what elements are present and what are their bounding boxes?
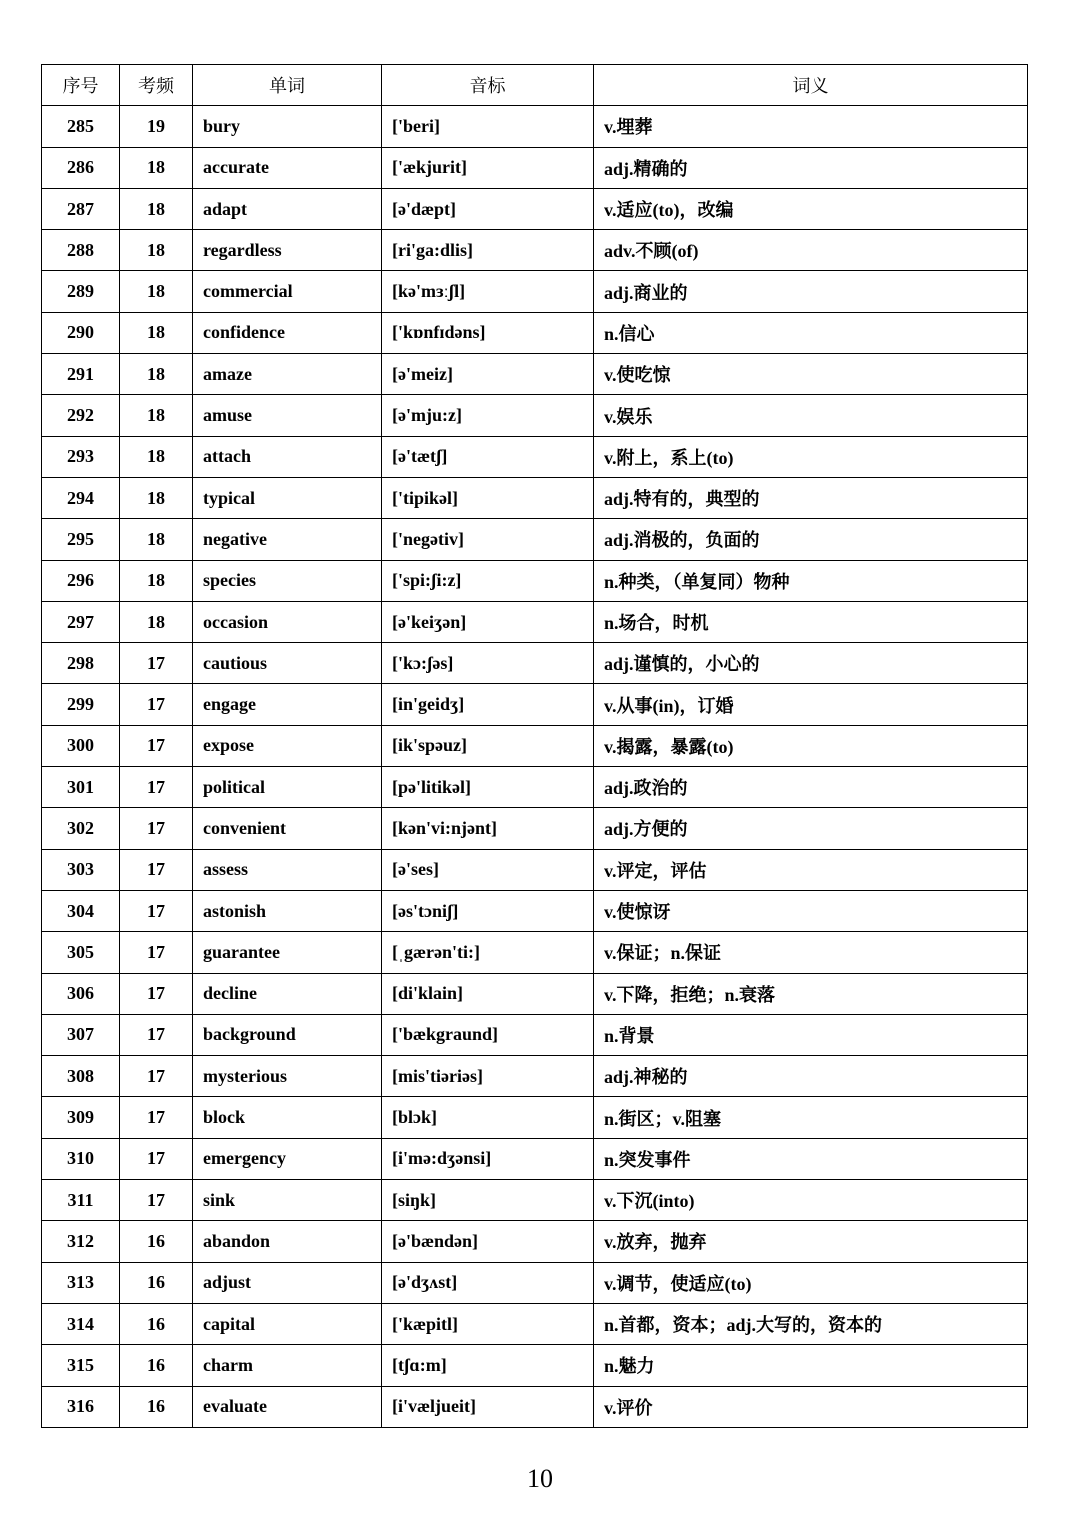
cell-phonetic: [ə'dæpt] <box>382 188 594 229</box>
table-row <box>42 1097 1028 1138</box>
cell-number: 287 <box>42 188 120 229</box>
cell-phonetic: [ri'ga:dlis] <box>382 230 594 271</box>
cell-number: 307 <box>42 1014 120 1055</box>
cell-frequency: 16 <box>120 1386 193 1427</box>
cell-number: 295 <box>42 519 120 560</box>
header-phonetic: 音标 <box>382 65 594 106</box>
cell-phonetic: ['tipikəl] <box>382 477 594 518</box>
cell-phonetic: [di'klain] <box>382 973 594 1014</box>
vocabulary-table <box>41 64 1028 1428</box>
cell-word: convenient <box>193 808 382 849</box>
cell-word: background <box>193 1014 382 1055</box>
cell-meaning: v.使吃惊 <box>594 354 1028 395</box>
table-row <box>42 1180 1028 1221</box>
cell-meaning: v.附上，系上(to) <box>594 436 1028 477</box>
cell-meaning: v.从事(in)，订婚 <box>594 684 1028 725</box>
cell-word: accurate <box>193 147 382 188</box>
cell-word: block <box>193 1097 382 1138</box>
table-row <box>42 849 1028 890</box>
cell-meaning: adv.不顾(of) <box>594 230 1028 271</box>
cell-number: 312 <box>42 1221 120 1262</box>
cell-frequency: 17 <box>120 973 193 1014</box>
cell-number: 309 <box>42 1097 120 1138</box>
table-header-row <box>42 65 1028 106</box>
cell-meaning: v.下降，拒绝；n.衰落 <box>594 973 1028 1014</box>
cell-number: 289 <box>42 271 120 312</box>
cell-meaning: n.场合，时机 <box>594 601 1028 642</box>
cell-phonetic: ['negətiv] <box>382 519 594 560</box>
cell-frequency: 17 <box>120 808 193 849</box>
cell-phonetic: [ə'tætʃ] <box>382 436 594 477</box>
cell-meaning: v.埋葬 <box>594 106 1028 147</box>
cell-meaning: n.种类，（单复同）物种 <box>594 560 1028 601</box>
cell-phonetic: [ə'keiʒən] <box>382 601 594 642</box>
cell-number: 297 <box>42 601 120 642</box>
cell-word: regardless <box>193 230 382 271</box>
cell-meaning: v.使惊讶 <box>594 890 1028 931</box>
cell-number: 302 <box>42 808 120 849</box>
cell-frequency: 16 <box>120 1221 193 1262</box>
cell-word: adjust <box>193 1262 382 1303</box>
table-row <box>42 436 1028 477</box>
cell-frequency: 17 <box>120 1180 193 1221</box>
table-row <box>42 643 1028 684</box>
table-row <box>42 808 1028 849</box>
table-row <box>42 1221 1028 1262</box>
cell-frequency: 18 <box>120 188 193 229</box>
cell-number: 299 <box>42 684 120 725</box>
cell-number: 310 <box>42 1138 120 1179</box>
table-row <box>42 767 1028 808</box>
header-word: 单词 <box>193 65 382 106</box>
cell-frequency: 17 <box>120 684 193 725</box>
table-row <box>42 1056 1028 1097</box>
table-row <box>42 973 1028 1014</box>
cell-meaning: adj.商业的 <box>594 271 1028 312</box>
cell-number: 303 <box>42 849 120 890</box>
cell-phonetic: [mis'tiəriəs] <box>382 1056 594 1097</box>
cell-frequency: 17 <box>120 767 193 808</box>
cell-word: engage <box>193 684 382 725</box>
table-row <box>42 477 1028 518</box>
table-row <box>42 725 1028 766</box>
cell-word: sink <box>193 1180 382 1221</box>
cell-word: amaze <box>193 354 382 395</box>
cell-phonetic: [ə'bændən] <box>382 1221 594 1262</box>
table-row <box>42 188 1028 229</box>
table-row <box>42 932 1028 973</box>
cell-phonetic: [kən'vi:njənt] <box>382 808 594 849</box>
cell-frequency: 18 <box>120 271 193 312</box>
table-row <box>42 395 1028 436</box>
cell-phonetic: [in'geidʒ] <box>382 684 594 725</box>
cell-word: bury <box>193 106 382 147</box>
cell-number: 296 <box>42 560 120 601</box>
cell-word: capital <box>193 1303 382 1344</box>
cell-meaning: v.揭露，暴露(to) <box>594 725 1028 766</box>
cell-frequency: 18 <box>120 312 193 353</box>
cell-meaning: v.放弃，抛弃 <box>594 1221 1028 1262</box>
cell-number: 308 <box>42 1056 120 1097</box>
cell-frequency: 17 <box>120 725 193 766</box>
cell-word: political <box>193 767 382 808</box>
cell-meaning: v.娱乐 <box>594 395 1028 436</box>
cell-phonetic: [pə'litikəl] <box>382 767 594 808</box>
table-row <box>42 1262 1028 1303</box>
cell-meaning: n.突发事件 <box>594 1138 1028 1179</box>
table-row <box>42 106 1028 147</box>
table-row <box>42 519 1028 560</box>
table-row <box>42 354 1028 395</box>
cell-frequency: 18 <box>120 477 193 518</box>
cell-phonetic: [siŋk] <box>382 1180 594 1221</box>
cell-word: expose <box>193 725 382 766</box>
table-row <box>42 1345 1028 1386</box>
cell-frequency: 18 <box>120 147 193 188</box>
cell-phonetic: [i'mə:dʒənsi] <box>382 1138 594 1179</box>
cell-number: 311 <box>42 1180 120 1221</box>
table-row <box>42 271 1028 312</box>
cell-frequency: 19 <box>120 106 193 147</box>
cell-word: negative <box>193 519 382 560</box>
page-number: 10 <box>527 1464 553 1493</box>
table-row <box>42 1303 1028 1344</box>
table-row <box>42 1014 1028 1055</box>
cell-word: species <box>193 560 382 601</box>
cell-phonetic: ['kɔ:ʃəs] <box>382 643 594 684</box>
table-row <box>42 601 1028 642</box>
cell-frequency: 16 <box>120 1262 193 1303</box>
cell-meaning: n.背景 <box>594 1014 1028 1055</box>
header-frequency: 考频 <box>120 65 193 106</box>
cell-frequency: 16 <box>120 1345 193 1386</box>
cell-meaning: adj.精确的 <box>594 147 1028 188</box>
cell-number: 313 <box>42 1262 120 1303</box>
cell-frequency: 17 <box>120 1097 193 1138</box>
cell-meaning: v.保证；n.保证 <box>594 932 1028 973</box>
cell-number: 305 <box>42 932 120 973</box>
cell-phonetic: [ə'dʒʌst] <box>382 1262 594 1303</box>
cell-frequency: 18 <box>120 354 193 395</box>
cell-word: astonish <box>193 890 382 931</box>
cell-meaning: adj.消极的，负面的 <box>594 519 1028 560</box>
cell-number: 316 <box>42 1386 120 1427</box>
cell-frequency: 17 <box>120 1138 193 1179</box>
cell-number: 290 <box>42 312 120 353</box>
table-row <box>42 230 1028 271</box>
cell-number: 294 <box>42 477 120 518</box>
cell-frequency: 18 <box>120 601 193 642</box>
cell-meaning: adj.谨慎的，小心的 <box>594 643 1028 684</box>
cell-word: attach <box>193 436 382 477</box>
table-row <box>42 890 1028 931</box>
cell-word: assess <box>193 849 382 890</box>
cell-meaning: adj.神秘的 <box>594 1056 1028 1097</box>
cell-meaning: n.街区；v.阻塞 <box>594 1097 1028 1138</box>
cell-meaning: v.评价 <box>594 1386 1028 1427</box>
cell-word: typical <box>193 477 382 518</box>
cell-number: 298 <box>42 643 120 684</box>
cell-meaning: adj.特有的，典型的 <box>594 477 1028 518</box>
cell-word: mysterious <box>193 1056 382 1097</box>
cell-phonetic: [tʃɑ:m] <box>382 1345 594 1386</box>
cell-phonetic: ['beri] <box>382 106 594 147</box>
cell-frequency: 17 <box>120 1014 193 1055</box>
table-row <box>42 147 1028 188</box>
cell-phonetic: [ə'mju:z] <box>382 395 594 436</box>
table-row <box>42 1138 1028 1179</box>
cell-phonetic: [ə'meiz] <box>382 354 594 395</box>
cell-word: abandon <box>193 1221 382 1262</box>
cell-word: charm <box>193 1345 382 1386</box>
cell-frequency: 18 <box>120 230 193 271</box>
table-body <box>42 106 1028 1428</box>
table-row <box>42 560 1028 601</box>
cell-phonetic: [kə'mɜːʃl] <box>382 271 594 312</box>
cell-number: 301 <box>42 767 120 808</box>
cell-meaning: n.信心 <box>594 312 1028 353</box>
cell-number: 306 <box>42 973 120 1014</box>
cell-frequency: 18 <box>120 560 193 601</box>
cell-meaning: adj.政治的 <box>594 767 1028 808</box>
cell-phonetic: ['spi:ʃi:z] <box>382 560 594 601</box>
cell-meaning: n.首都，资本；adj.大写的，资本的 <box>594 1303 1028 1344</box>
table-row <box>42 1386 1028 1427</box>
cell-phonetic: [əs'tɔniʃ] <box>382 890 594 931</box>
cell-number: 288 <box>42 230 120 271</box>
cell-frequency: 18 <box>120 519 193 560</box>
cell-meaning: v.评定，评估 <box>594 849 1028 890</box>
cell-word: confidence <box>193 312 382 353</box>
cell-number: 285 <box>42 106 120 147</box>
cell-frequency: 17 <box>120 849 193 890</box>
cell-meaning: v.下沉(into) <box>594 1180 1028 1221</box>
cell-phonetic: ['kæpitl] <box>382 1303 594 1344</box>
cell-number: 293 <box>42 436 120 477</box>
cell-frequency: 18 <box>120 436 193 477</box>
table-row <box>42 684 1028 725</box>
cell-frequency: 17 <box>120 890 193 931</box>
cell-word: guarantee <box>193 932 382 973</box>
cell-word: emergency <box>193 1138 382 1179</box>
cell-number: 286 <box>42 147 120 188</box>
cell-number: 304 <box>42 890 120 931</box>
cell-phonetic: ['bækgraund] <box>382 1014 594 1055</box>
cell-phonetic: ['ækjurit] <box>382 147 594 188</box>
cell-meaning: v.适应(to)，改编 <box>594 188 1028 229</box>
cell-meaning: adj.方便的 <box>594 808 1028 849</box>
table-row <box>42 312 1028 353</box>
cell-frequency: 17 <box>120 1056 193 1097</box>
cell-phonetic: [ə'ses] <box>382 849 594 890</box>
cell-frequency: 16 <box>120 1303 193 1344</box>
cell-meaning: n.魅力 <box>594 1345 1028 1386</box>
cell-number: 291 <box>42 354 120 395</box>
cell-phonetic: [i'væljueit] <box>382 1386 594 1427</box>
cell-phonetic: ['kɒnfɪdəns] <box>382 312 594 353</box>
cell-frequency: 18 <box>120 395 193 436</box>
header-meaning: 词义 <box>594 65 1028 106</box>
cell-word: occasion <box>193 601 382 642</box>
cell-phonetic: [ik'spəuz] <box>382 725 594 766</box>
cell-number: 314 <box>42 1303 120 1344</box>
cell-word: evaluate <box>193 1386 382 1427</box>
cell-word: adapt <box>193 188 382 229</box>
cell-word: cautious <box>193 643 382 684</box>
cell-frequency: 17 <box>120 932 193 973</box>
cell-word: decline <box>193 973 382 1014</box>
cell-word: commercial <box>193 271 382 312</box>
cell-number: 300 <box>42 725 120 766</box>
cell-phonetic: [blɔk] <box>382 1097 594 1138</box>
cell-phonetic: [ˌgærən'ti:] <box>382 932 594 973</box>
cell-frequency: 17 <box>120 643 193 684</box>
cell-meaning: v.调节，使适应(to) <box>594 1262 1028 1303</box>
cell-word: amuse <box>193 395 382 436</box>
cell-number: 292 <box>42 395 120 436</box>
cell-number: 315 <box>42 1345 120 1386</box>
header-number: 序号 <box>42 65 120 106</box>
